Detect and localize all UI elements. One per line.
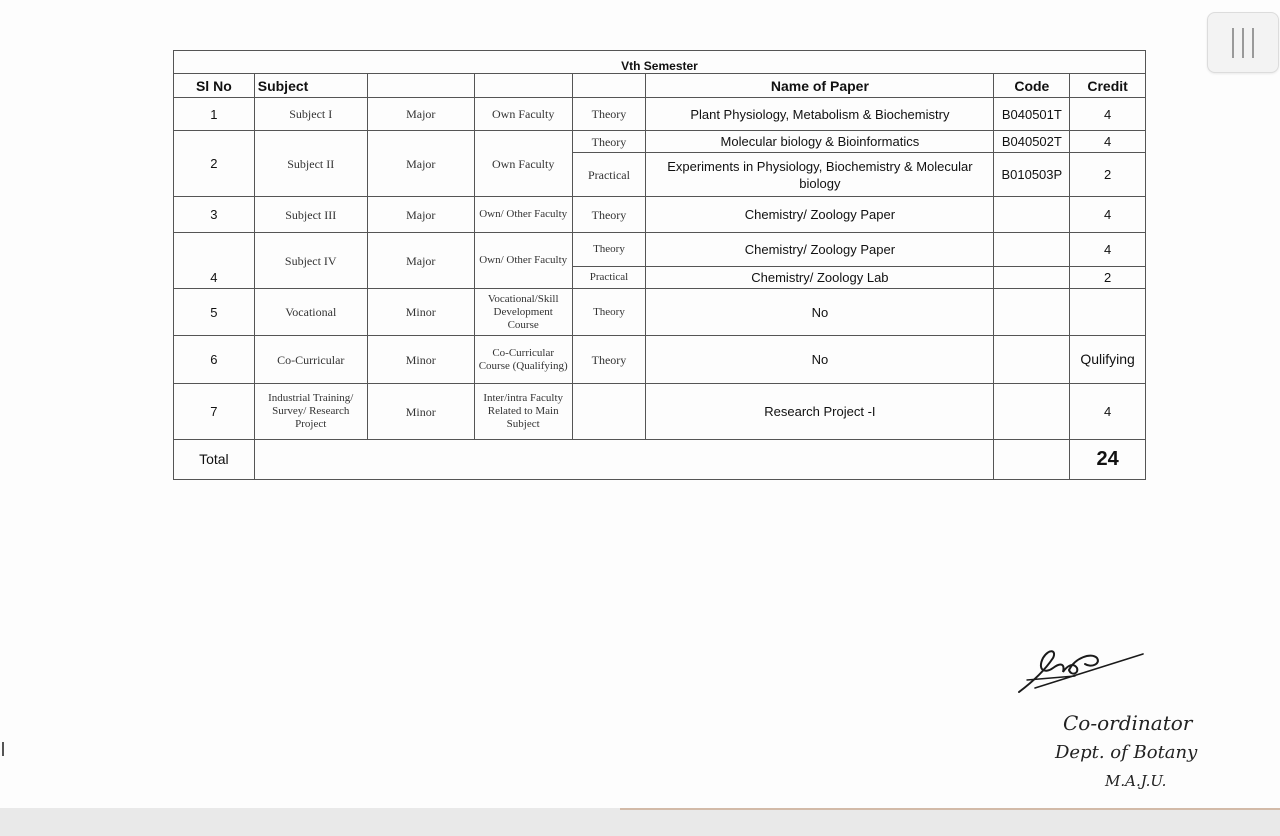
row-faculty: Own Faculty	[474, 98, 572, 131]
row-mode: Theory	[572, 289, 646, 336]
row-faculty: Inter/intra Faculty Related to Main Subject	[474, 384, 572, 440]
table-row	[174, 384, 1146, 440]
row-subject: Subject II	[254, 131, 367, 197]
row-credit: 4	[1070, 131, 1146, 153]
signature-line-2: Dept. of Botany	[1055, 742, 1198, 763]
row-faculty: Co-Curricular Course (Qualifying)	[474, 336, 572, 384]
table-row	[174, 131, 1146, 153]
header-subject: Subject	[254, 74, 367, 98]
row-mode: Practical	[572, 153, 646, 197]
header-sl-no: Sl No	[174, 74, 255, 98]
semester-title: Vth Semester	[174, 51, 1146, 74]
row-paper-name: Chemistry/ Zoology Paper	[646, 233, 994, 267]
row-paper-name: Research Project -I	[646, 384, 994, 440]
row-paper-name: Chemistry/ Zoology Paper	[646, 197, 994, 233]
row-type: Minor	[367, 289, 474, 336]
row-faculty: Own/ Other Faculty	[474, 197, 572, 233]
row-paper-name: Plant Physiology, Metabolism & Biochemistry	[646, 98, 994, 131]
row-subject: Industrial Training/ Survey/ Research Project	[254, 384, 367, 440]
row-code	[994, 267, 1070, 289]
row-sl: 5	[174, 289, 255, 336]
row-subject: Vocational	[254, 289, 367, 336]
row-credit: 4	[1070, 98, 1146, 131]
row-sl: 7	[174, 384, 255, 440]
row-code	[994, 336, 1070, 384]
row-mode: Theory	[572, 98, 646, 131]
row-code: B040502T	[994, 131, 1070, 153]
row-subject: Co-Curricular	[254, 336, 367, 384]
row-type: Major	[367, 197, 474, 233]
row-subject: Subject III	[254, 197, 367, 233]
row-type: Major	[367, 98, 474, 131]
table-row	[174, 289, 1146, 336]
row-subject: Subject IV	[254, 233, 367, 289]
row-credit: 2	[1070, 267, 1146, 289]
total-label: Total	[174, 440, 255, 480]
signature-line-3: M.A.J.U.	[1105, 772, 1167, 790]
row-mode	[572, 384, 646, 440]
total-credit: 24	[1070, 440, 1146, 480]
row-code	[994, 289, 1070, 336]
row-sl: 3	[174, 197, 255, 233]
row-credit: 4	[1070, 197, 1146, 233]
row-credit: Qulifying	[1070, 336, 1146, 384]
semester-table-wrapper	[173, 50, 1146, 480]
row-type: Minor	[367, 384, 474, 440]
header-code: Code	[994, 74, 1070, 98]
row-paper-name: Molecular biology & Bioinformatics	[646, 131, 994, 153]
row-type: Major	[367, 233, 474, 289]
menu-button[interactable]	[1207, 12, 1279, 73]
row-subject: Subject I	[254, 98, 367, 131]
row-mode: Theory	[572, 233, 646, 267]
header-name-of-paper: Name of Paper	[646, 74, 994, 98]
row-mode: Practical	[572, 267, 646, 289]
row-credit	[1070, 289, 1146, 336]
coordinator-signature	[1005, 640, 1245, 800]
row-code: B010503P	[994, 153, 1070, 197]
page-edge-mark	[2, 742, 4, 756]
row-paper-name: Chemistry/ Zoology Lab	[646, 267, 994, 289]
row-sl: 6	[174, 336, 255, 384]
row-type: Major	[367, 131, 474, 197]
table-row	[174, 336, 1146, 384]
row-mode: Theory	[572, 336, 646, 384]
table-row	[174, 98, 1146, 131]
total-row	[174, 440, 1146, 480]
row-mode: Theory	[572, 197, 646, 233]
semester-table	[173, 50, 1146, 480]
row-faculty: Own Faculty	[474, 131, 572, 197]
row-code: B040501T	[994, 98, 1070, 131]
row-credit: 4	[1070, 233, 1146, 267]
row-faculty: Vocational/Skill Development Course	[474, 289, 572, 336]
row-sl: 2	[174, 131, 255, 197]
row-type: Minor	[367, 336, 474, 384]
header-credit: Credit	[1070, 74, 1146, 98]
row-paper-name: No	[646, 289, 994, 336]
row-sl: 4	[174, 267, 255, 289]
table-row	[174, 233, 1146, 267]
row-sl: 1	[174, 98, 255, 131]
row-code	[994, 233, 1070, 267]
row-code	[994, 384, 1070, 440]
row-paper-name: Experiments in Physiology, Biochemistry & Molecular biology	[646, 153, 994, 197]
page-bottom-edge	[0, 808, 1280, 836]
row-credit: 2	[1070, 153, 1146, 197]
row-paper-name: No	[646, 336, 994, 384]
menu-icon	[1232, 28, 1234, 58]
table-row	[174, 197, 1146, 233]
row-faculty: Own/ Other Faculty	[474, 233, 572, 289]
row-credit: 4	[1070, 384, 1146, 440]
row-code	[994, 197, 1070, 233]
signature-line-1: Co-ordinator	[1063, 711, 1193, 735]
row-mode: Theory	[572, 131, 646, 153]
